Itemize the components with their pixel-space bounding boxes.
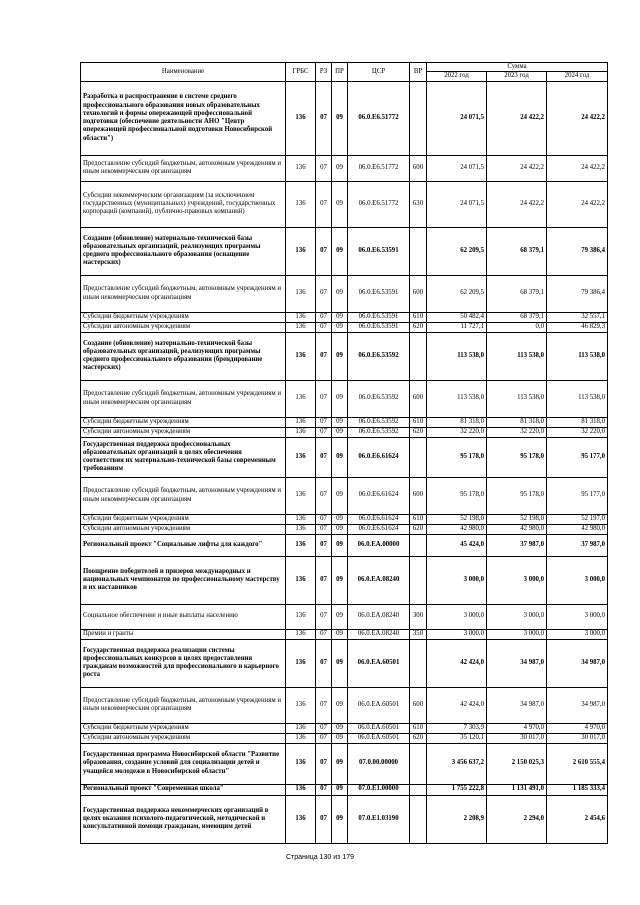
cell-name: Региональный проект "Социальные лифты для каждого": [81, 534, 286, 556]
cell-v2024: 3 000,0: [547, 604, 608, 629]
cell-name: Поощрение победителей и призеров международных и национальных чемпионатов по профессиональному мастерству и их наставников: [81, 556, 286, 604]
cell-v2024: 3 000,0: [547, 556, 608, 604]
cell-rz: 07: [316, 437, 332, 477]
cell-pr: 09: [332, 795, 348, 843]
cell-csr: 06.0.EA.00000: [348, 534, 410, 556]
cell-v2023: 113 538,0: [487, 380, 547, 417]
cell-csr: 06.0.E6.61624: [348, 477, 410, 514]
cell-name: Государственная программа Новосибирской области "Развитие образования, создание условий для социализации детей и учащейся молодежи в Новосибирской области": [81, 743, 286, 784]
cell-v2023: 68 379,1: [487, 275, 547, 312]
table-row: [81, 723, 608, 733]
cell-v2023: 1 131 491,0: [487, 784, 547, 795]
cell-v2022: 2 208,9: [427, 795, 487, 843]
cell-grbs: 136: [286, 784, 316, 795]
header-csr: ЦСР: [348, 63, 410, 82]
cell-vr: [410, 743, 427, 784]
table-row: [81, 380, 608, 417]
cell-pr: 09: [332, 604, 348, 629]
cell-v2022: 3 000,0: [427, 629, 487, 639]
cell-pr: 09: [332, 723, 348, 733]
cell-name: Субсидии некоммерческим организациям (за исключением государственных (муниципальных) учреждений, государственных корпораций (компаний), публично-правовых компаний): [81, 181, 286, 227]
cell-rz: 07: [316, 332, 332, 380]
cell-vr: 620: [410, 733, 427, 743]
page-footer: Страница 130 из 179: [285, 854, 355, 861]
cell-rz: 07: [316, 81, 332, 155]
cell-v2023: 30 017,0: [487, 733, 547, 743]
table-row: [81, 687, 608, 723]
cell-vr: [410, 639, 427, 687]
cell-rz: 07: [316, 556, 332, 604]
cell-grbs: 136: [286, 312, 316, 322]
cell-grbs: 136: [286, 81, 316, 155]
cell-rz: 07: [316, 534, 332, 556]
cell-v2023: 24 422,2: [487, 181, 547, 227]
cell-v2022: 35 120,1: [427, 733, 487, 743]
cell-v2022: 62 209,5: [427, 227, 487, 275]
cell-pr: 09: [332, 556, 348, 604]
cell-grbs: 136: [286, 437, 316, 477]
cell-v2022: 24 071,5: [427, 81, 487, 155]
cell-v2024: 113 538,0: [547, 380, 608, 417]
table-row: [81, 332, 608, 380]
cell-rz: 07: [316, 733, 332, 743]
cell-v2022: 50 482,4: [427, 312, 487, 322]
table-row: [81, 784, 608, 795]
cell-v2023: 2 294,0: [487, 795, 547, 843]
cell-v2024: 37 987,0: [547, 534, 608, 556]
cell-csr: 06.0.EA.08240: [348, 629, 410, 639]
cell-pr: 09: [332, 322, 348, 332]
cell-vr: 610: [410, 723, 427, 733]
cell-pr: 09: [332, 181, 348, 227]
cell-csr: 06.0.E6.61624: [348, 514, 410, 524]
cell-name: Субсидии автономным учреждениям: [81, 322, 286, 332]
cell-vr: 630: [410, 181, 427, 227]
header-vr: ВР: [410, 63, 427, 82]
cell-grbs: 136: [286, 795, 316, 843]
cell-rz: 07: [316, 723, 332, 733]
cell-v2024: 24 422,2: [547, 181, 608, 227]
cell-pr: 09: [332, 514, 348, 524]
cell-grbs: 136: [286, 155, 316, 181]
cell-grbs: 136: [286, 534, 316, 556]
cell-name: Предоставление субсидий бюджетным, автономным учреждениям и иным некоммерческим организациям: [81, 687, 286, 723]
cell-vr: 600: [410, 155, 427, 181]
cell-vr: [410, 534, 427, 556]
cell-name: Субсидии бюджетным учреждениям: [81, 514, 286, 524]
cell-csr: 06.0.EA.60501: [348, 687, 410, 723]
cell-v2022: 11 727,1: [427, 322, 487, 332]
cell-name: Субсидии бюджетным учреждениям: [81, 417, 286, 427]
cell-v2022: 52 198,0: [427, 514, 487, 524]
cell-v2022: 81 318,0: [427, 417, 487, 427]
table-row: [81, 181, 608, 227]
table-row: [81, 322, 608, 332]
table-row: [81, 524, 608, 534]
table-body: [81, 81, 608, 843]
cell-v2022: 113 538,0: [427, 332, 487, 380]
cell-grbs: 136: [286, 380, 316, 417]
cell-csr: 06.0.EA.60501: [348, 639, 410, 687]
cell-v2022: 3 000,0: [427, 604, 487, 629]
cell-v2022: 24 071,5: [427, 181, 487, 227]
cell-name: Государственная поддержка некоммерческих организаций в целях оказания психолого-педагогической, методической и консультативной помощи гражданам, имеющим детей: [81, 795, 286, 843]
cell-v2022: 24 071,5: [427, 155, 487, 181]
cell-grbs: 136: [286, 743, 316, 784]
cell-v2022: 95 178,0: [427, 437, 487, 477]
cell-v2022: 95 178,0: [427, 477, 487, 514]
cell-grbs: 136: [286, 524, 316, 534]
cell-v2023: 2 150 025,3: [487, 743, 547, 784]
cell-rz: 07: [316, 322, 332, 332]
cell-rz: 07: [316, 687, 332, 723]
header-name: Наименование: [81, 63, 286, 82]
cell-rz: 07: [316, 181, 332, 227]
cell-v2024: 95 177,0: [547, 477, 608, 514]
cell-v2024: 24 422,2: [547, 81, 608, 155]
cell-name: Создание (обновление) материально-технической базы образовательных организаций, реализующих программы среднего профессионального образования (оснащение мастерских): [81, 227, 286, 275]
cell-name: Предоставление субсидий бюджетным, автономным учреждениям и иным некоммерческим организациям: [81, 477, 286, 514]
cell-v2022: 1 755 222,8: [427, 784, 487, 795]
cell-vr: 620: [410, 524, 427, 534]
cell-pr: 09: [332, 332, 348, 380]
cell-vr: 600: [410, 275, 427, 312]
cell-vr: 600: [410, 477, 427, 514]
cell-rz: 07: [316, 795, 332, 843]
cell-v2024: 79 386,4: [547, 227, 608, 275]
cell-pr: 09: [332, 312, 348, 322]
cell-rz: 07: [316, 524, 332, 534]
cell-grbs: 136: [286, 604, 316, 629]
cell-pr: 09: [332, 427, 348, 437]
table-row: [81, 81, 608, 155]
cell-grbs: 136: [286, 322, 316, 332]
cell-rz: 07: [316, 155, 332, 181]
cell-v2022: 62 209,5: [427, 275, 487, 312]
cell-v2022: 42 424,0: [427, 639, 487, 687]
cell-pr: 09: [332, 534, 348, 556]
cell-v2023: 37 987,0: [487, 534, 547, 556]
cell-name: Субсидии автономным учреждениям: [81, 524, 286, 534]
cell-rz: 07: [316, 629, 332, 639]
cell-csr: 06.0.EA.08240: [348, 556, 410, 604]
cell-csr: 06.0.E6.53592: [348, 380, 410, 417]
cell-csr: 06.0.E6.53591: [348, 227, 410, 275]
cell-v2024: 2 610 555,4: [547, 743, 608, 784]
cell-grbs: 136: [286, 181, 316, 227]
cell-pr: 09: [332, 733, 348, 743]
cell-csr: 06.0.EA.08240: [348, 604, 410, 629]
cell-v2022: 32 220,0: [427, 427, 487, 437]
cell-csr: 06.0.E6.51772: [348, 181, 410, 227]
table-row: [81, 556, 608, 604]
header-2022: 2022 год: [427, 72, 487, 81]
cell-pr: 09: [332, 784, 348, 795]
cell-vr: [410, 81, 427, 155]
cell-rz: 07: [316, 639, 332, 687]
cell-v2024: 34 987,0: [547, 687, 608, 723]
cell-csr: 07.0.00.00000: [348, 743, 410, 784]
cell-csr: 06.0.E6.51772: [348, 155, 410, 181]
cell-v2024: 4 970,0: [547, 723, 608, 733]
table-row: [81, 312, 608, 322]
cell-vr: 610: [410, 312, 427, 322]
cell-v2023: 68 379,1: [487, 227, 547, 275]
cell-name: Субсидии бюджетным учреждениям: [81, 723, 286, 733]
cell-csr: 06.0.E6.51772: [348, 81, 410, 155]
cell-v2022: 3 456 637,2: [427, 743, 487, 784]
header-rz: РЗ: [316, 63, 332, 82]
cell-vr: [410, 556, 427, 604]
cell-name: Разработка и распространение в системе среднего профессионального образования новых образовательных технологий и формы опережающей профессиональной подготовки (обеспечение деятельности АНО "Центр опережающей профессиональной подготовки Новосибирской области"): [81, 81, 286, 155]
cell-grbs: 136: [286, 639, 316, 687]
cell-v2023: 0,0: [487, 322, 547, 332]
table-row: [81, 514, 608, 524]
table-row: [81, 477, 608, 514]
table-row: [81, 795, 608, 843]
cell-name: Предоставление субсидий бюджетным, автономным учреждениям и иным некоммерческим организациям: [81, 275, 286, 312]
cell-rz: 07: [316, 312, 332, 322]
table-row: [81, 733, 608, 743]
cell-v2024: 32 220,0: [547, 427, 608, 437]
cell-rz: 07: [316, 743, 332, 784]
table-row: [81, 417, 608, 427]
cell-v2024: 81 318,0: [547, 417, 608, 427]
header-pr: ПР: [332, 63, 348, 82]
cell-v2024: 30 017,0: [547, 733, 608, 743]
cell-pr: 09: [332, 477, 348, 514]
cell-rz: 07: [316, 275, 332, 312]
cell-grbs: 136: [286, 477, 316, 514]
cell-v2024: 42 980,0: [547, 524, 608, 534]
cell-name: Социальное обеспечение и иные выплаты населению: [81, 604, 286, 629]
cell-pr: 09: [332, 380, 348, 417]
cell-grbs: 136: [286, 733, 316, 743]
table-row: [81, 427, 608, 437]
cell-v2023: 24 422,2: [487, 81, 547, 155]
cell-v2022: 7 303,9: [427, 723, 487, 733]
cell-rz: 07: [316, 784, 332, 795]
cell-grbs: 136: [286, 332, 316, 380]
cell-csr: 06.0.E6.53591: [348, 322, 410, 332]
cell-csr: 06.0.E6.53592: [348, 417, 410, 427]
cell-v2023: 32 220,0: [487, 427, 547, 437]
cell-v2024: 32 557,1: [547, 312, 608, 322]
cell-v2022: 3 000,0: [427, 556, 487, 604]
cell-pr: 09: [332, 629, 348, 639]
table-row: [81, 275, 608, 312]
cell-v2023: 3 000,0: [487, 604, 547, 629]
cell-v2024: 2 454,6: [547, 795, 608, 843]
header-2024: 2024 год: [547, 72, 608, 81]
cell-grbs: 136: [286, 227, 316, 275]
cell-csr: 06.0.EA.60501: [348, 733, 410, 743]
cell-v2024: 52 197,0: [547, 514, 608, 524]
budget-table: [80, 62, 608, 844]
cell-pr: 09: [332, 687, 348, 723]
cell-name: Субсидии автономным учреждениям: [81, 733, 286, 743]
cell-grbs: 136: [286, 417, 316, 427]
header-grbs: ГРБС: [286, 63, 316, 82]
cell-vr: [410, 784, 427, 795]
cell-v2024: 95 177,0: [547, 437, 608, 477]
cell-v2022: 42 424,0: [427, 687, 487, 723]
table-row: [81, 629, 608, 639]
cell-pr: 09: [332, 417, 348, 427]
cell-rz: 07: [316, 380, 332, 417]
cell-name: Государственная поддержка профессиональных образовательных организаций в целях обеспечения соответствия их материально-технической базы современным требованиям: [81, 437, 286, 477]
cell-v2023: 3 000,0: [487, 556, 547, 604]
cell-v2022: 113 538,0: [427, 380, 487, 417]
cell-csr: 06.0.E6.53592: [348, 427, 410, 437]
cell-vr: 300: [410, 604, 427, 629]
table-row: [81, 155, 608, 181]
cell-v2023: 42 980,0: [487, 524, 547, 534]
cell-csr: 06.0.E6.61624: [348, 524, 410, 534]
cell-v2024: 113 538,0: [547, 332, 608, 380]
table-row: [81, 639, 608, 687]
cell-name: Региональный проект "Современная школа": [81, 784, 286, 795]
cell-vr: 350: [410, 629, 427, 639]
cell-vr: 600: [410, 380, 427, 417]
cell-vr: 620: [410, 427, 427, 437]
cell-name: Государственная поддержка реализации системы профессиональных конкурсов в целях предоставления гражданам возможностей для профессионального и карьерного роста: [81, 639, 286, 687]
cell-v2024: 1 185 333,4: [547, 784, 608, 795]
header-2023: 2023 год: [487, 72, 547, 81]
table-row: [81, 534, 608, 556]
cell-pr: 09: [332, 639, 348, 687]
cell-grbs: 136: [286, 723, 316, 733]
cell-pr: 09: [332, 227, 348, 275]
cell-name: Предоставление субсидий бюджетным, автономным учреждениям и иным некоммерческим организациям: [81, 155, 286, 181]
cell-name: Субсидии автономным учреждениям: [81, 427, 286, 437]
cell-v2023: 3 000,0: [487, 629, 547, 639]
cell-grbs: 136: [286, 687, 316, 723]
cell-vr: 610: [410, 514, 427, 524]
cell-pr: 09: [332, 275, 348, 312]
cell-v2023: 113 538,0: [487, 332, 547, 380]
cell-vr: [410, 227, 427, 275]
table-row: [81, 743, 608, 784]
cell-name: Предоставление субсидий бюджетным, автономным учреждениям и иным некоммерческим организациям: [81, 380, 286, 417]
cell-rz: 07: [316, 604, 332, 629]
cell-vr: 600: [410, 687, 427, 723]
cell-pr: 09: [332, 524, 348, 534]
cell-csr: 07.0.E1.00000: [348, 784, 410, 795]
cell-v2022: 45 424,0: [427, 534, 487, 556]
cell-name: Премии и гранты: [81, 629, 286, 639]
cell-v2023: 68 379,1: [487, 312, 547, 322]
cell-pr: 09: [332, 743, 348, 784]
cell-vr: [410, 795, 427, 843]
cell-vr: [410, 437, 427, 477]
cell-grbs: 136: [286, 275, 316, 312]
cell-v2023: 52 198,0: [487, 514, 547, 524]
cell-vr: 620: [410, 322, 427, 332]
table-row: [81, 227, 608, 275]
cell-v2024: 24 422,2: [547, 155, 608, 181]
cell-csr: 06.0.E6.53591: [348, 312, 410, 322]
cell-rz: 07: [316, 514, 332, 524]
cell-pr: 09: [332, 155, 348, 181]
cell-csr: 06.0.E6.53592: [348, 332, 410, 380]
cell-grbs: 136: [286, 427, 316, 437]
cell-v2023: 95 178,0: [487, 477, 547, 514]
cell-rz: 07: [316, 227, 332, 275]
cell-grbs: 136: [286, 556, 316, 604]
cell-v2022: 42 980,0: [427, 524, 487, 534]
cell-csr: 06.0.EA.60501: [348, 723, 410, 733]
cell-v2024: 34 987,0: [547, 639, 608, 687]
cell-rz: 07: [316, 477, 332, 514]
header-sum: Сумма: [427, 63, 608, 72]
cell-vr: 610: [410, 417, 427, 427]
cell-rz: 07: [316, 417, 332, 427]
cell-rz: 07: [316, 427, 332, 437]
cell-v2024: 46 829,3: [547, 322, 608, 332]
cell-v2023: 95 178,0: [487, 437, 547, 477]
cell-csr: 06.0.E6.53591: [348, 275, 410, 312]
cell-csr: 07.0.E1.03190: [348, 795, 410, 843]
cell-v2024: 3 000,0: [547, 629, 608, 639]
cell-name: Субсидии бюджетным учреждениям: [81, 312, 286, 322]
cell-v2023: 34 987,0: [487, 639, 547, 687]
cell-name: Создание (обновление) материально-технической базы образовательных организаций, реализующих программы среднего профессионального образования (брендирование мастерских): [81, 332, 286, 380]
cell-pr: 09: [332, 81, 348, 155]
cell-v2023: 4 970,0: [487, 723, 547, 733]
cell-csr: 06.0.E6.61624: [348, 437, 410, 477]
cell-grbs: 136: [286, 514, 316, 524]
cell-grbs: 136: [286, 629, 316, 639]
cell-pr: 09: [332, 437, 348, 477]
cell-vr: [410, 332, 427, 380]
cell-v2023: 24 422,2: [487, 155, 547, 181]
cell-v2023: 81 318,0: [487, 417, 547, 427]
table-row: [81, 437, 608, 477]
cell-v2023: 34 987,0: [487, 687, 547, 723]
table-row: [81, 604, 608, 629]
cell-v2024: 79 386,4: [547, 275, 608, 312]
